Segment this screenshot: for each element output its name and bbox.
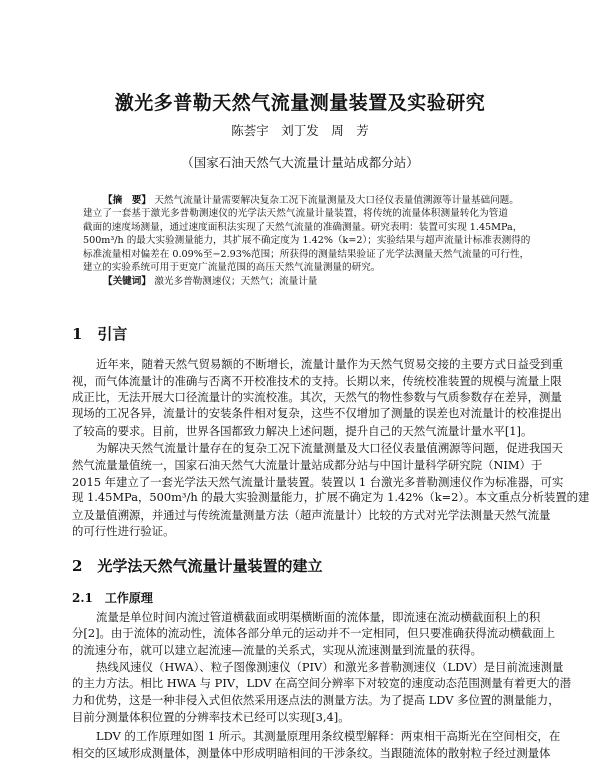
keywords-label: 【关键词】 — [103, 276, 155, 287]
paragraph-line: 的可行性进行验证。 — [72, 524, 175, 538]
paragraph-line: 视，而气体流量计的准确与否离不开校准技术的支持。长期以来，传统校准装置的规模与流量上限 — [72, 374, 562, 388]
paragraph-line: 成正比，无法开展大口径流量计的实流校准。其次，天然气的物性参数与气质参数存在差异，测量 — [72, 390, 562, 404]
paragraph-line: 了较高的要求。目前，世界各国都致力解决上述问题，提升自己的天然气流量计量水平[1]。 — [72, 424, 533, 438]
paragraph-line: 相交的区域形成测量体，测量体中形成明暗相间的干涉条纹。当跟随流体的散射粒子经过测量体 — [72, 746, 551, 760]
abstract-label: 【摘 要】 — [103, 195, 155, 206]
paragraph-line: 目前分测量体积位置的分辨率技术已经可以实现[3,4]。 — [72, 710, 350, 724]
paragraph-line: 分[2]。由于流体的流动性，流体各部分单元的运动并不一定相同，但只要准确获得流动横截面上 — [72, 626, 556, 640]
paper-title: 激光多普勒天然气流量测量装置及实验研究 — [114, 92, 486, 114]
keywords-text: 激光多普勒测速仪；天然气；流量计量 — [154, 276, 318, 287]
abstract-line: 500m³/h 的最大实验测量能力，其扩展不确定度为 1.42%（k=2）；实验结果与超声流量计标准表测得的 — [83, 235, 531, 246]
subsection-heading-principle: 2.1 工作原理 — [72, 591, 153, 605]
abstract-line: 建立了一套基于激光多普勒测速仪的光学法天然气流量计量装置，将传统的流量体积测量转化为管道 — [83, 208, 508, 219]
author-affiliation: （国家石油天然气大流量计量站成都分站） — [181, 155, 419, 170]
paragraph-line: 2015 年建立了一套光学法天然气流量计量装置。装置以 1 台激光多普勒测速仪作为标准器，可实 — [72, 475, 564, 489]
paragraph-line: 为解决天然气流量计量存在的复杂工况下流量测量及大口径仪表量值溯源等问题，促进我国天 — [96, 441, 564, 455]
paragraph-line: LDV 的工作原理如图 1 所示。其测量原理用条纹模型解释：两束相干高斯光在空间相交，在 — [96, 729, 561, 743]
keywords-line — [103, 275, 508, 288]
paragraph-line: 的主力方法。相比 HWA 与 PIV，LDV 在高空间分辨率下对较宽的速度动态范围测量有着更大的潜 — [72, 676, 571, 690]
paragraph-line: 然气流量量值统一，国家石油天然气大流量计量站成都分站与中国计量科学研究院（NIM）于 — [72, 458, 543, 472]
paper-authors: 陈荟宇 刘丁发 周 芳 — [231, 123, 369, 138]
paragraph-line: 流量是单位时间内流过管道横截面或明渠横断面的流体量，即流速在流动横截面积上的积 — [96, 610, 541, 624]
paragraph-line: 力和优势，这是一种非侵入式但依然采用逐点法的测量方法。为了提高 LDV 多位置的测量能力， — [72, 693, 560, 707]
paragraph-line: 立及量值溯源，并通过与传统流量测量方法（超声流量计）比较的方式对光学法测量天然气流量 — [72, 508, 551, 522]
paragraph-line: 热线风速仪（HWA）、粒子图像测速仪（PIV）和激光多普勒测速仪（LDV）是目前流速测量 — [96, 660, 564, 674]
abstract-line: 截面的速度场测量，通过速度面积法实现了天然气流量的准确测量。研究表明：装置可实现 1.45MPa， — [83, 222, 523, 233]
paragraph-line: 现场的工况各异，流量计的安装条件相对复杂，这些不仅增加了测量的误差也对流量计的校准提出 — [72, 406, 562, 420]
abstract-line: 【摘 要】 天然气流量计量需要解决复杂工况下流量测量及大口径仪表量值溯源等计量基础问题。 — [103, 195, 519, 206]
abstract-line: 建立的实验系统可用于更宽广流量范围的高压天然气流量测量的研究。 — [83, 262, 381, 273]
paragraph-line: 近年来，随着天然气贸易额的不断增长，流量计量作为天然气贸易交接的主要方式日益受到重 — [96, 357, 564, 371]
abstract-line: 标准流量相对偏差在 0.09%至−2.93%范围；所获得的测量结果验证了光学法测量天然气流量的可行性， — [83, 249, 530, 260]
section-heading-device: 2 光学法天然气流量计量装置的建立 — [72, 557, 323, 575]
paragraph-line: 现 1.45MPa，500m³/h 的最大实验测量能力，扩展不确定为 1.42%（k=2）。本文重点分析装置的建 — [72, 490, 590, 504]
paragraph-line: 的流速分布，就可以建立起流速—流量的关系式，实现从流速测量到流量的获得。 — [72, 643, 483, 657]
section-heading-introduction: 1 引言 — [72, 325, 128, 343]
